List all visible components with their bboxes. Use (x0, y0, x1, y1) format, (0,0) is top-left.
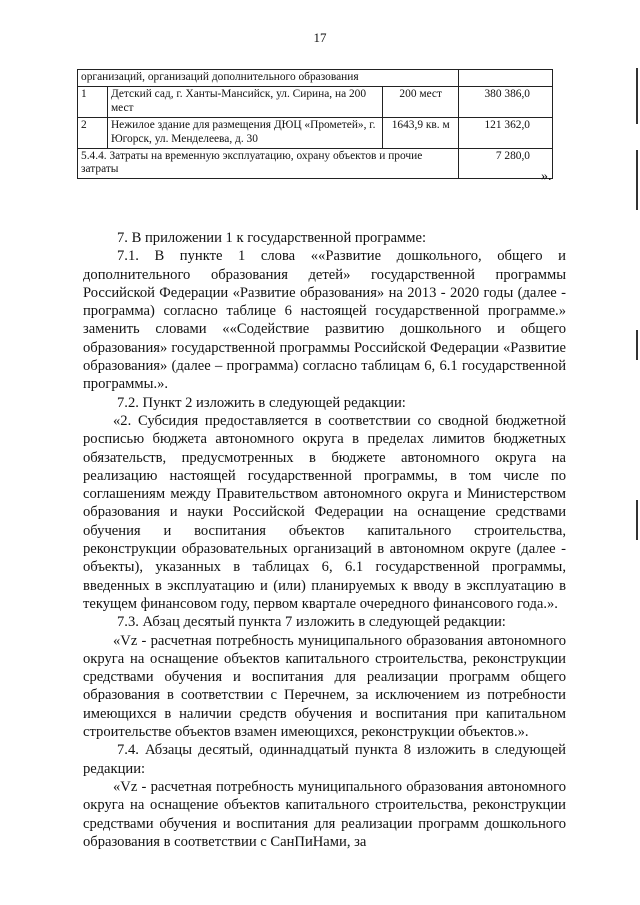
table-footer-row (78, 148, 553, 179)
paragraph: 7. В приложении 1 к государственной программе: (117, 230, 427, 246)
paragraph: 7.1. В пункте 1 слова ««Развитие дошкольного, общего и дополнительного образования детей» государственной программы Российской Федерации «Развитие образования» на 2013 - 2020 годы (далее - программа) согласно таблице 6 настоящей государственной программе.» заменить словами ««Содействие развитию дошкольного и общего образования» государственной программы Российской Федерации «Развитие образования» (далее – программа) согласно таблицам 6, 6.1 государственной программы.». (83, 248, 566, 393)
table-row (78, 117, 553, 148)
object-capacity: 1643,9 кв. м (383, 117, 459, 148)
table-header-empty-cell (459, 70, 553, 87)
object-amount: 380 386,0 (459, 86, 553, 117)
page-number: 17 (313, 30, 327, 45)
footer-label: 5.4.4. Затраты на временную эксплуатацию, охрану объектов и прочие затраты (78, 148, 459, 179)
document-body (83, 229, 566, 851)
paragraph: 7.4. Абзацы десятый, одиннадцатый пункта 8 изложить в следующей редакции: (83, 742, 566, 777)
object-name: Нежилое здание для размещения ДЮЦ «Прометей», г. Югорск, ул. Менделеева, д. 30 (107, 117, 382, 148)
paragraph: «2. Субсидия предоставляется в соответствии со сводной бюджетной росписью бюджета автономного округа в пределах лимитов бюджетных обязательств, предусмотренных в бюджете автономного округа на реализацию настоящей государственной программы, в том числе по соглашениям между Правительством автономного округа и Министерством образования и науки Российской Федерации на оснащение средствами обучения и воспитания объектов капитального строительства, реконструкции образовательных организаций в автономном округе (далее - объекты), указанных в таблицах 6, 6.1 государственной программы, введенных в эксплуатацию и (или) планируемых к вводу в эксплуатацию в текущем финансовом году, первом квартале очередного финансового года.». (83, 412, 566, 612)
object-amount: 121 362,0 (459, 117, 553, 148)
table-row (78, 86, 553, 117)
table-header-cell: организаций, организаций дополнительного образования (78, 70, 459, 87)
paragraph: «Vz - расчетная потребность муниципального образования автономного округа на оснащение объектов капитального строительства, реконструкции средствами обучения и воспитания для реализации программ дошкольного образования в соответствии с СанПиНами, за (83, 778, 566, 850)
quote-close-mark: ». (541, 169, 552, 184)
object-capacity: 200 мест (383, 86, 459, 117)
paragraph: «Vz - расчетная потребность муниципального образования автономного округа на оснащение объектов капитального строительства, реконструкции средствами обучения и воспитания для реализации программ общего образования в соответствии с Перечнем, за исключением из потребности имеющихся в наличии средств обучения и воспитания при капитальном строительстве объектов взамен имеющихся, реконструкции объектов.». (83, 632, 566, 741)
row-number: 1 (78, 86, 108, 117)
paragraph: 7.3. Абзац десятый пункта 7 изложить в следующей редакции: (117, 614, 506, 631)
object-name: Детский сад, г. Ханты-Мансийск, ул. Сирина, на 200 мест (107, 86, 382, 117)
footer-amount: 7 280,0 (459, 148, 553, 179)
paragraph: 7.2. Пункт 2 изложить в следующей редакции: (117, 394, 406, 411)
table-header-row (78, 70, 553, 87)
budget-table (77, 69, 553, 179)
row-number: 2 (78, 117, 108, 148)
